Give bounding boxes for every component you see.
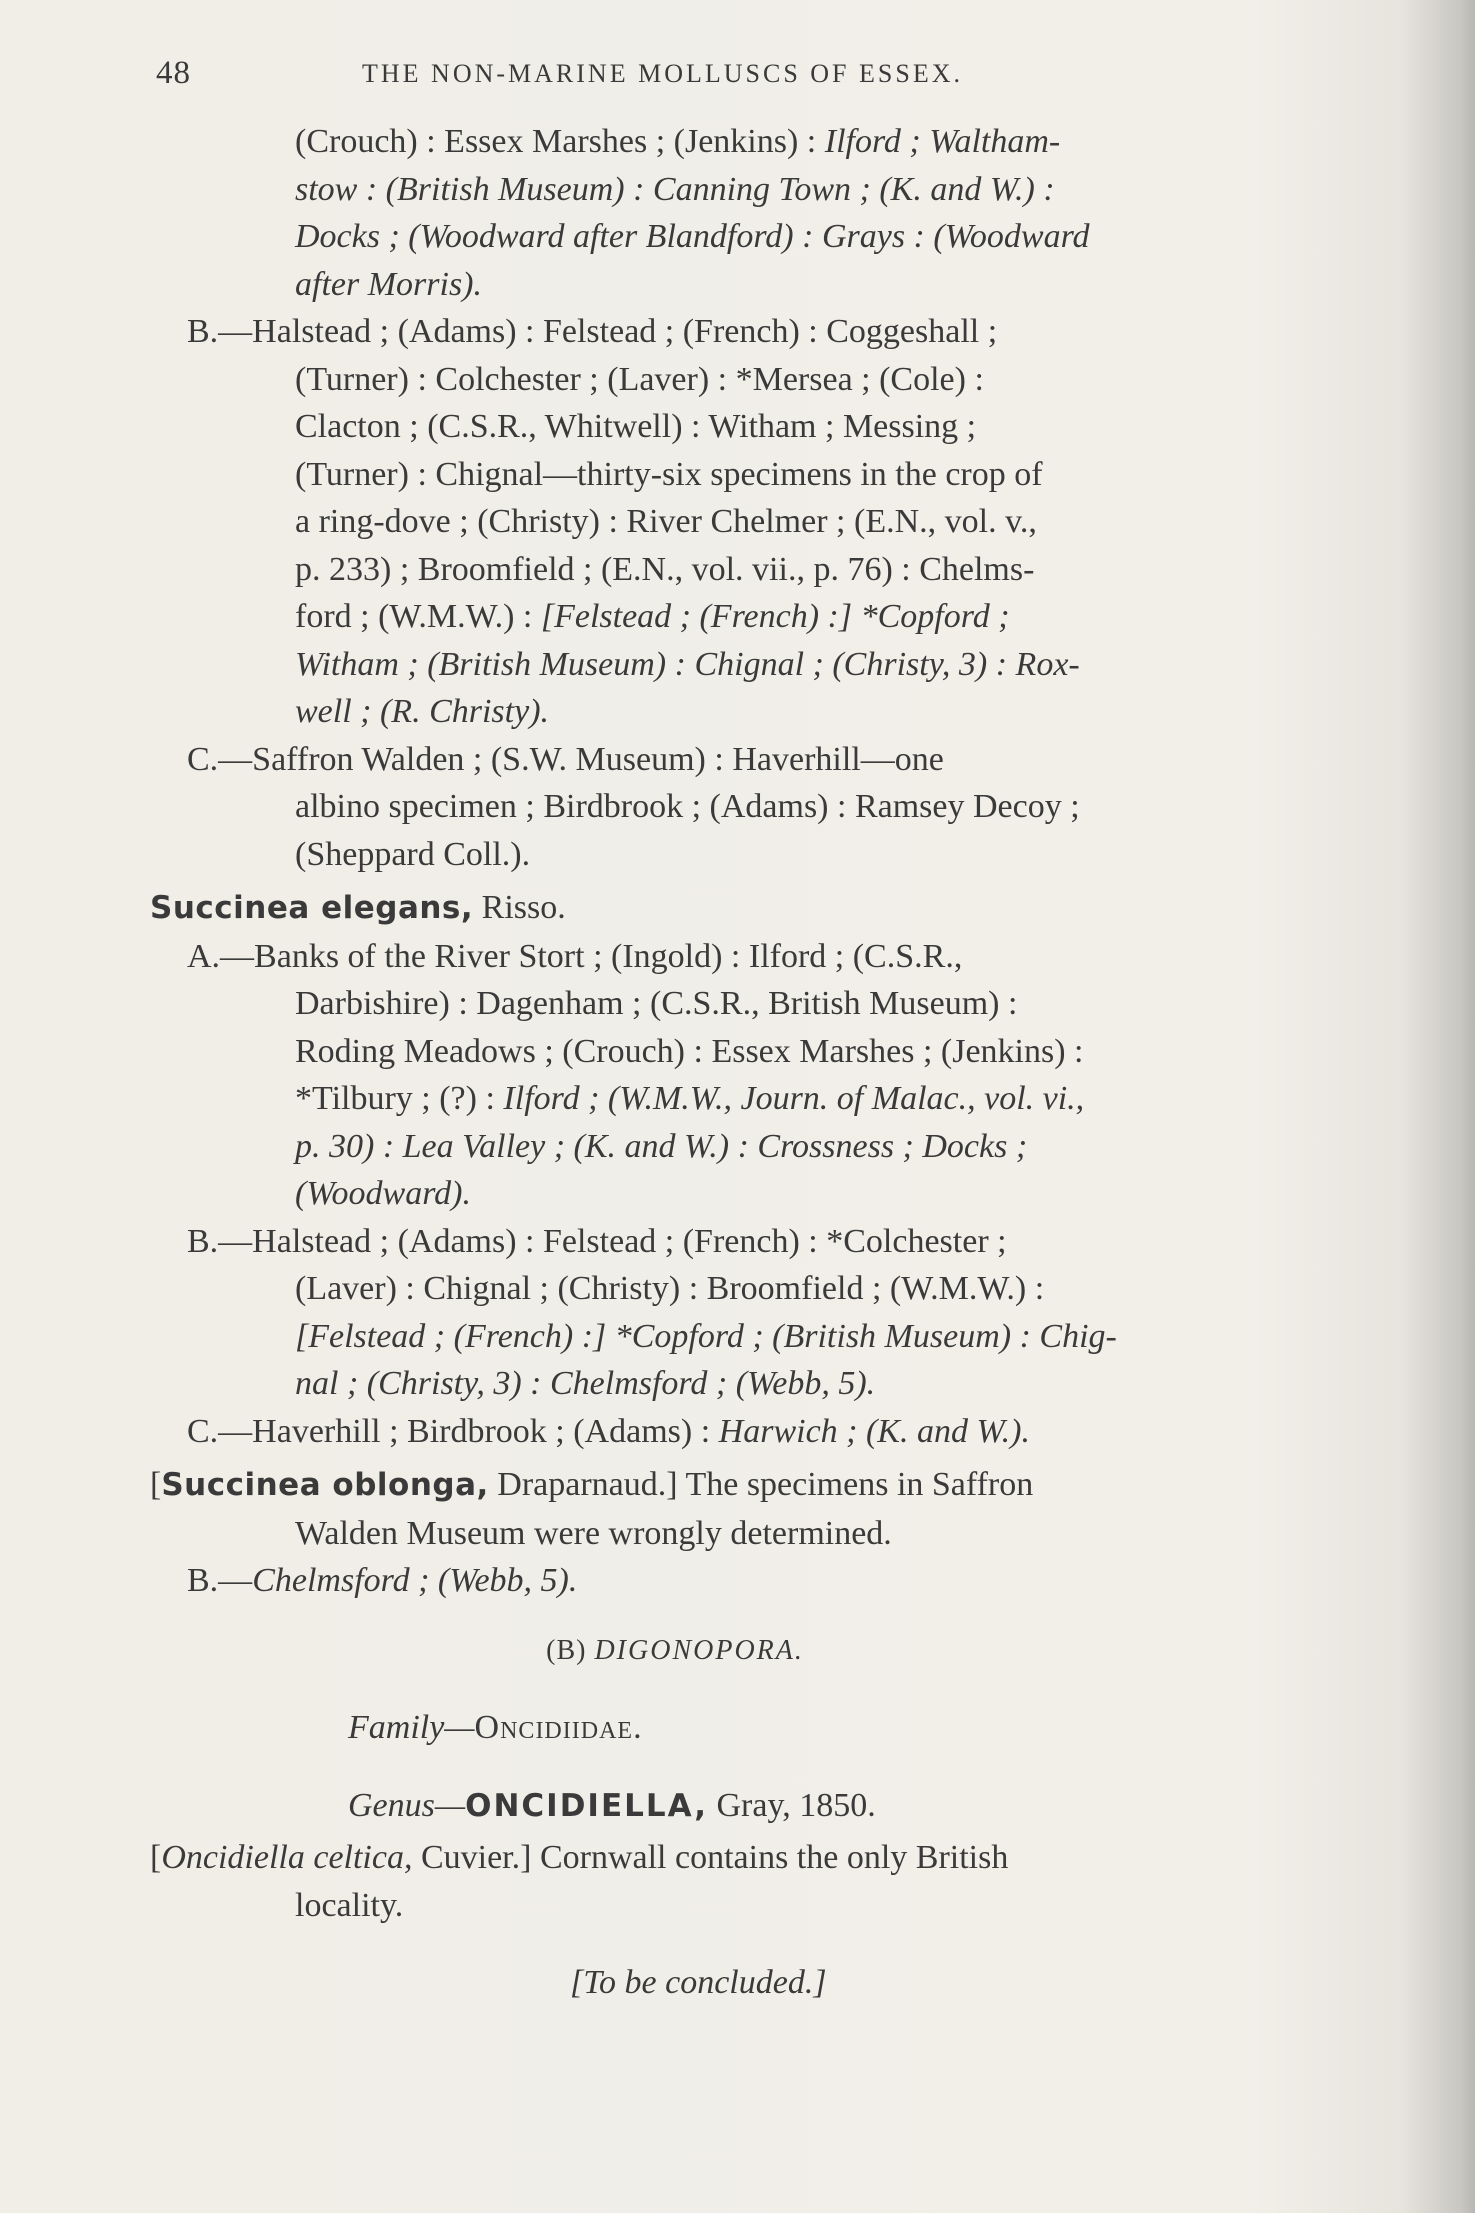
text-line: a ring-dove ; (Christy) : River Chelmer ; (E.N., vol. v., — [295, 503, 1037, 540]
species-heading: [Oncidiella celtica, Cuvier.] Cornwall contains the only British — [150, 1839, 1009, 1876]
page-body — [150, 118, 1300, 2007]
text-line: locality. — [295, 1886, 404, 1924]
text-line: (Sheppard Coll.). — [295, 835, 531, 873]
text-line: nal ; (Christy, 3) : Chelmsford ; (Webb, 5). — [295, 1365, 876, 1402]
text-line: B.—Halstead ; (Adams) : Felstead ; (French) : Coggeshall ; — [187, 313, 998, 350]
text-line: Roding Meadows ; (Crouch) : Essex Marshes ; (Jenkins) : — [295, 1032, 1084, 1070]
species-heading: Succinea elegans, Risso. — [150, 889, 566, 926]
text-line: C.—Saffron Walden ; (S.W. Museum) : Haverhill—one — [187, 740, 944, 778]
text-line: (Turner) : Chignal—thirty-six specimens in the crop of — [295, 455, 1043, 493]
text-line: albino specimen ; Birdbrook ; (Adams) : Ramsey Decoy ; — [295, 788, 1080, 825]
family-heading: Family—Oncidiidae. — [348, 1709, 643, 1746]
text-line: stow : (British Museum) : Canning Town ; (K. and W.) : — [295, 170, 1055, 208]
page-number: 48 — [156, 55, 191, 91]
text-line: [Felstead ; (French) :] *Copford ; (British Museum) : Chig- — [295, 1317, 1117, 1355]
text-line: *Tilbury ; (?) : Ilford ; (W.M.W., Journ. of Malac., vol. vi., — [295, 1080, 1085, 1117]
text-line: B.—Chelmsford ; (Webb, 5). — [187, 1562, 578, 1599]
text-line: p. 233) ; Broomfield ; (E.N., vol. vii., p. 76) : Chelms- — [295, 550, 1035, 588]
running-head: THE NON-MARINE MOLLUSCS OF ESSEX. — [362, 59, 963, 88]
continuation-note: [To be concluded.] — [570, 1964, 827, 2001]
text-line: Walden Museum were wrongly determined. — [295, 1514, 892, 1552]
section-heading: (B) DIGONOPORA. — [546, 1634, 804, 1666]
text-line: Docks ; (Woodward after Blandford) : Grays : (Woodward — [295, 218, 1090, 255]
text-line: ford ; (W.M.W.) : [Felstead ; (French) :] *Copford ; — [295, 598, 1010, 635]
text-line: (Crouch) : Essex Marshes ; (Jenkins) : Ilford ; Waltham- — [295, 123, 1061, 160]
page-header — [0, 55, 1475, 95]
text-line: Darbishire) : Dagenham ; (C.S.R., British Museum) : — [295, 985, 1018, 1022]
text-line: (Turner) : Colchester ; (Laver) : *Mersea ; (Cole) : — [295, 360, 984, 398]
text-line: Clacton ; (C.S.R., Whitwell) : Witham ; Messing ; — [295, 408, 977, 445]
text-line: p. 30) : Lea Valley ; (K. and W.) : Crossness ; Docks ; — [295, 1127, 1028, 1165]
text-line: B.—Halstead ; (Adams) : Felstead ; (French) : *Colchester ; — [187, 1222, 1007, 1260]
text-line: C.—Haverhill ; Birdbrook ; (Adams) : Harwich ; (K. and W.). — [187, 1412, 1031, 1450]
text-line: (Woodward). — [295, 1175, 471, 1212]
text-line: (Laver) : Chignal ; (Christy) : Broomfield ; (W.M.W.) : — [295, 1270, 1045, 1307]
text-line: A.—Banks of the River Stort ; (Ingold) : Ilford ; (C.S.R., — [187, 937, 963, 975]
text-line: well ; (R. Christy). — [295, 693, 550, 730]
text-line: after Morris). — [295, 265, 482, 303]
species-heading: [Succinea oblonga, Draparnaud.] The specimens in Saffron — [150, 1466, 1034, 1503]
genus-heading: Genus—ONCIDIELLA, Gray, 1850. — [348, 1786, 876, 1824]
text-line: Witham ; (British Museum) : Chignal ; (Christy, 3) : Rox- — [295, 645, 1080, 683]
